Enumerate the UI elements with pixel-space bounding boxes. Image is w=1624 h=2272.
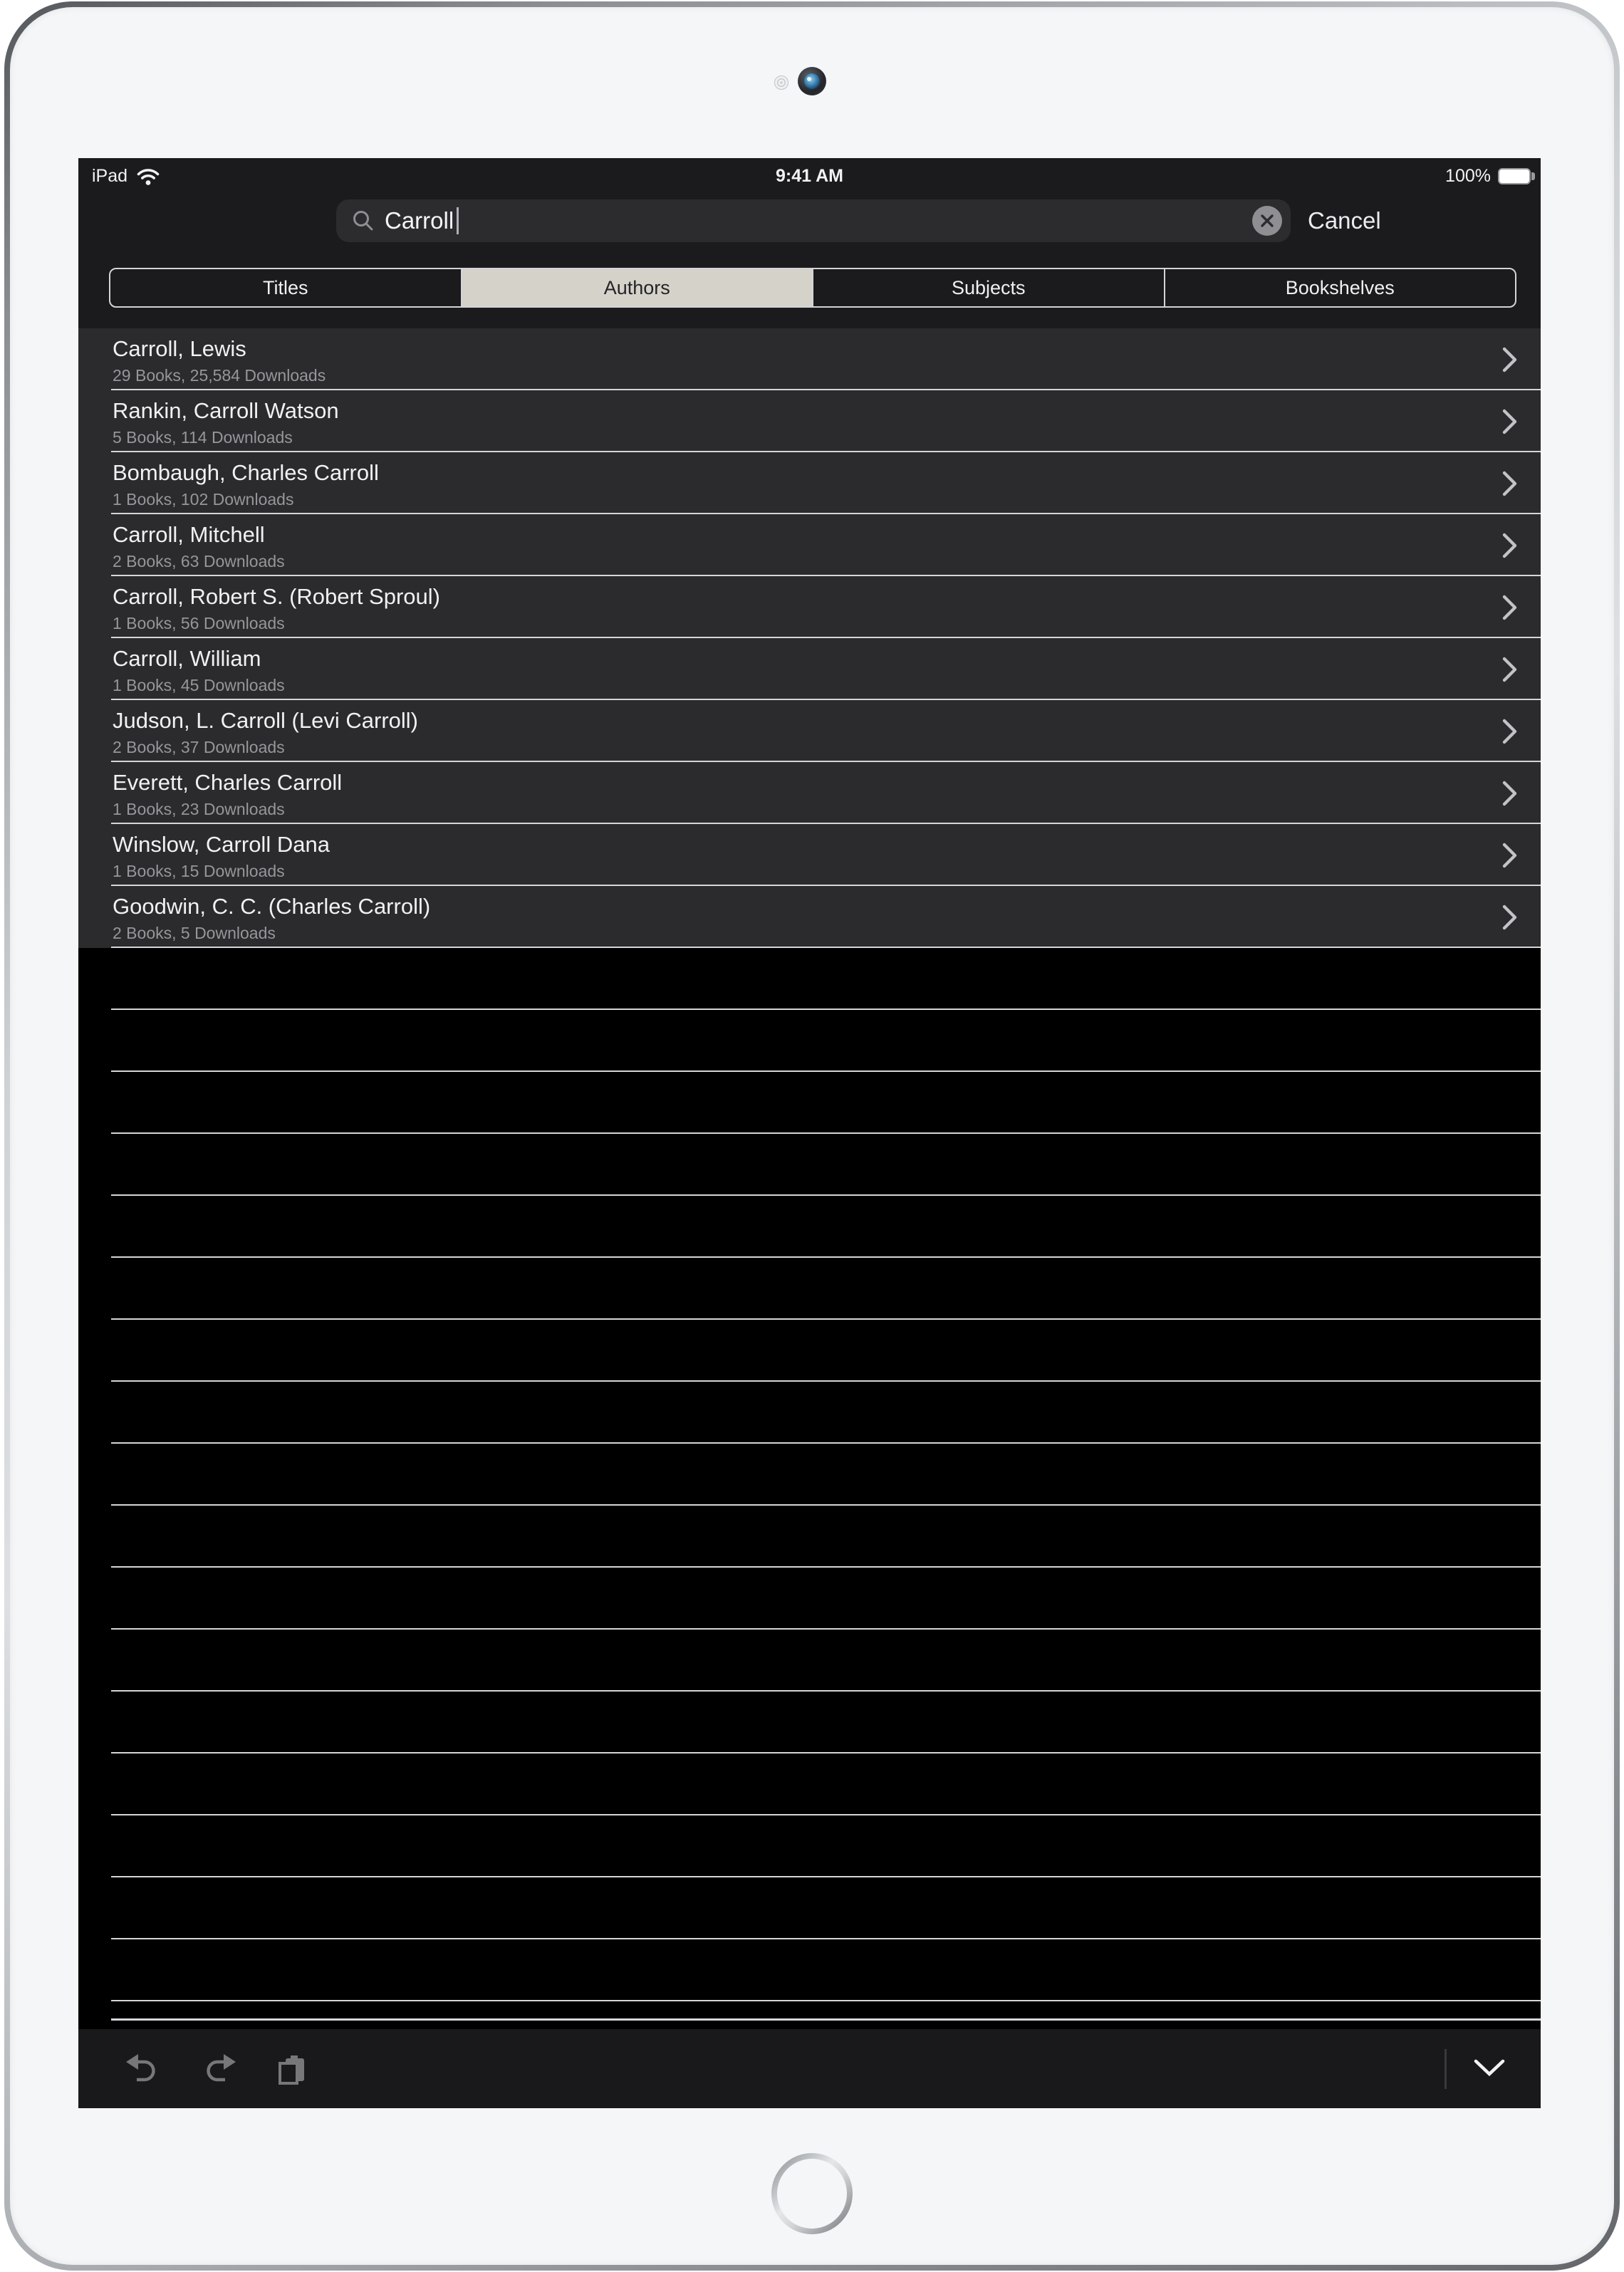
undo-button[interactable] — [121, 2048, 161, 2088]
author-result-row[interactable] — [78, 576, 1541, 638]
tab-authors[interactable]: Authors — [462, 269, 814, 306]
author-name: Carroll, Robert S. (Robert Sproul) — [113, 584, 440, 609]
author-name: Carroll, Lewis — [113, 336, 246, 361]
author-name: Bombaugh, Charles Carroll — [113, 460, 379, 485]
empty-row — [78, 1815, 1541, 1877]
redo-button[interactable] — [201, 2048, 241, 2088]
author-result-row[interactable] — [78, 762, 1541, 824]
empty-row — [78, 1258, 1541, 1320]
empty-row — [78, 1753, 1541, 1815]
empty-row — [78, 1877, 1541, 1939]
empty-row — [78, 1630, 1541, 1692]
search-scope-tabs — [109, 268, 1516, 308]
author-meta: 1 Books, 45 Downloads — [113, 676, 285, 694]
battery-icon — [1498, 168, 1531, 184]
chevron-right-icon — [1502, 657, 1518, 682]
tab-subjects[interactable]: Subjects — [813, 269, 1165, 306]
author-result-row[interactable] — [78, 824, 1541, 886]
camera-lens — [804, 73, 820, 89]
clear-search-button[interactable] — [1252, 206, 1282, 236]
front-camera — [798, 67, 826, 95]
chevron-down-icon — [1474, 2059, 1505, 2078]
chevron-right-icon — [1502, 595, 1518, 620]
author-result-row[interactable] — [78, 328, 1541, 390]
toolbar-divider — [1445, 2049, 1447, 2089]
empty-rows — [78, 948, 1541, 2001]
author-name: Carroll, Mitchell — [113, 522, 265, 547]
author-name: Rankin, Carroll Watson — [113, 398, 339, 423]
status-carrier: iPad — [92, 165, 128, 186]
ambient-light-sensor — [774, 75, 788, 90]
author-meta: 5 Books, 114 Downloads — [113, 428, 293, 447]
empty-row — [78, 1320, 1541, 1382]
author-result-row[interactable] — [78, 700, 1541, 762]
tab-titles[interactable]: Titles — [110, 269, 462, 306]
search-icon — [352, 209, 375, 232]
empty-row — [78, 1196, 1541, 1258]
author-meta: 29 Books, 25,584 Downloads — [113, 366, 326, 385]
author-result-row[interactable] — [78, 886, 1541, 948]
chevron-right-icon — [1502, 843, 1518, 868]
status-bar — [78, 158, 1541, 194]
author-meta: 2 Books, 63 Downloads — [113, 552, 285, 570]
undo-icon — [123, 2052, 160, 2085]
author-meta: 2 Books, 37 Downloads — [113, 738, 285, 756]
author-name: Everett, Charles Carroll — [113, 770, 343, 795]
chevron-right-icon — [1502, 347, 1518, 372]
author-name: Carroll, William — [113, 646, 261, 671]
author-name: Judson, L. Carroll (Levi Carroll) — [113, 708, 418, 733]
search-query-text: Carroll — [385, 207, 454, 234]
redo-icon — [202, 2052, 239, 2085]
cancel-button[interactable]: Cancel — [1308, 207, 1381, 234]
author-name: Goodwin, C. C. (Charles Carroll) — [113, 894, 431, 919]
author-meta: 1 Books, 102 Downloads — [113, 490, 294, 509]
status-battery-percent: 100% — [1445, 165, 1491, 186]
chevron-right-icon — [1502, 409, 1518, 434]
author-result-row[interactable] — [78, 452, 1541, 514]
home-button[interactable] — [771, 2153, 853, 2234]
toolbar-separator — [111, 2018, 1541, 2021]
search-input[interactable] — [336, 199, 1291, 242]
camera-glint — [807, 77, 811, 81]
chevron-right-icon — [1502, 781, 1518, 806]
empty-row — [78, 1692, 1541, 1753]
screen — [78, 158, 1541, 2108]
author-meta: 1 Books, 56 Downloads — [113, 614, 285, 632]
empty-row — [78, 1072, 1541, 1134]
keyboard-toolbar — [78, 2029, 1541, 2108]
empty-row — [78, 948, 1541, 1010]
author-result-row[interactable] — [78, 638, 1541, 700]
paste-button[interactable] — [272, 2048, 312, 2088]
author-name: Winslow, Carroll Dana — [113, 832, 330, 857]
empty-row — [78, 1506, 1541, 1568]
empty-row — [78, 1444, 1541, 1506]
dismiss-keyboard-button[interactable] — [1467, 2048, 1512, 2088]
author-result-row[interactable] — [78, 390, 1541, 452]
text-caret — [457, 207, 459, 234]
chevron-right-icon — [1502, 471, 1518, 496]
chevron-right-icon — [1502, 719, 1518, 744]
chevron-right-icon — [1502, 533, 1518, 558]
results-list — [78, 328, 1541, 948]
status-time: 9:41 AM — [776, 165, 843, 186]
empty-row — [78, 1568, 1541, 1630]
author-meta: 2 Books, 5 Downloads — [113, 924, 276, 942]
author-result-row[interactable] — [78, 514, 1541, 576]
author-meta: 1 Books, 15 Downloads — [113, 862, 285, 880]
empty-row — [78, 1134, 1541, 1196]
author-meta: 1 Books, 23 Downloads — [113, 800, 285, 818]
empty-row — [78, 1939, 1541, 2001]
tab-bookshelves[interactable]: Bookshelves — [1285, 276, 1395, 298]
chevron-right-icon — [1502, 905, 1518, 930]
empty-row — [78, 1010, 1541, 1072]
search-header — [78, 158, 1541, 328]
clear-icon — [1259, 213, 1275, 229]
paste-icon — [274, 2050, 310, 2087]
empty-row — [78, 1382, 1541, 1444]
